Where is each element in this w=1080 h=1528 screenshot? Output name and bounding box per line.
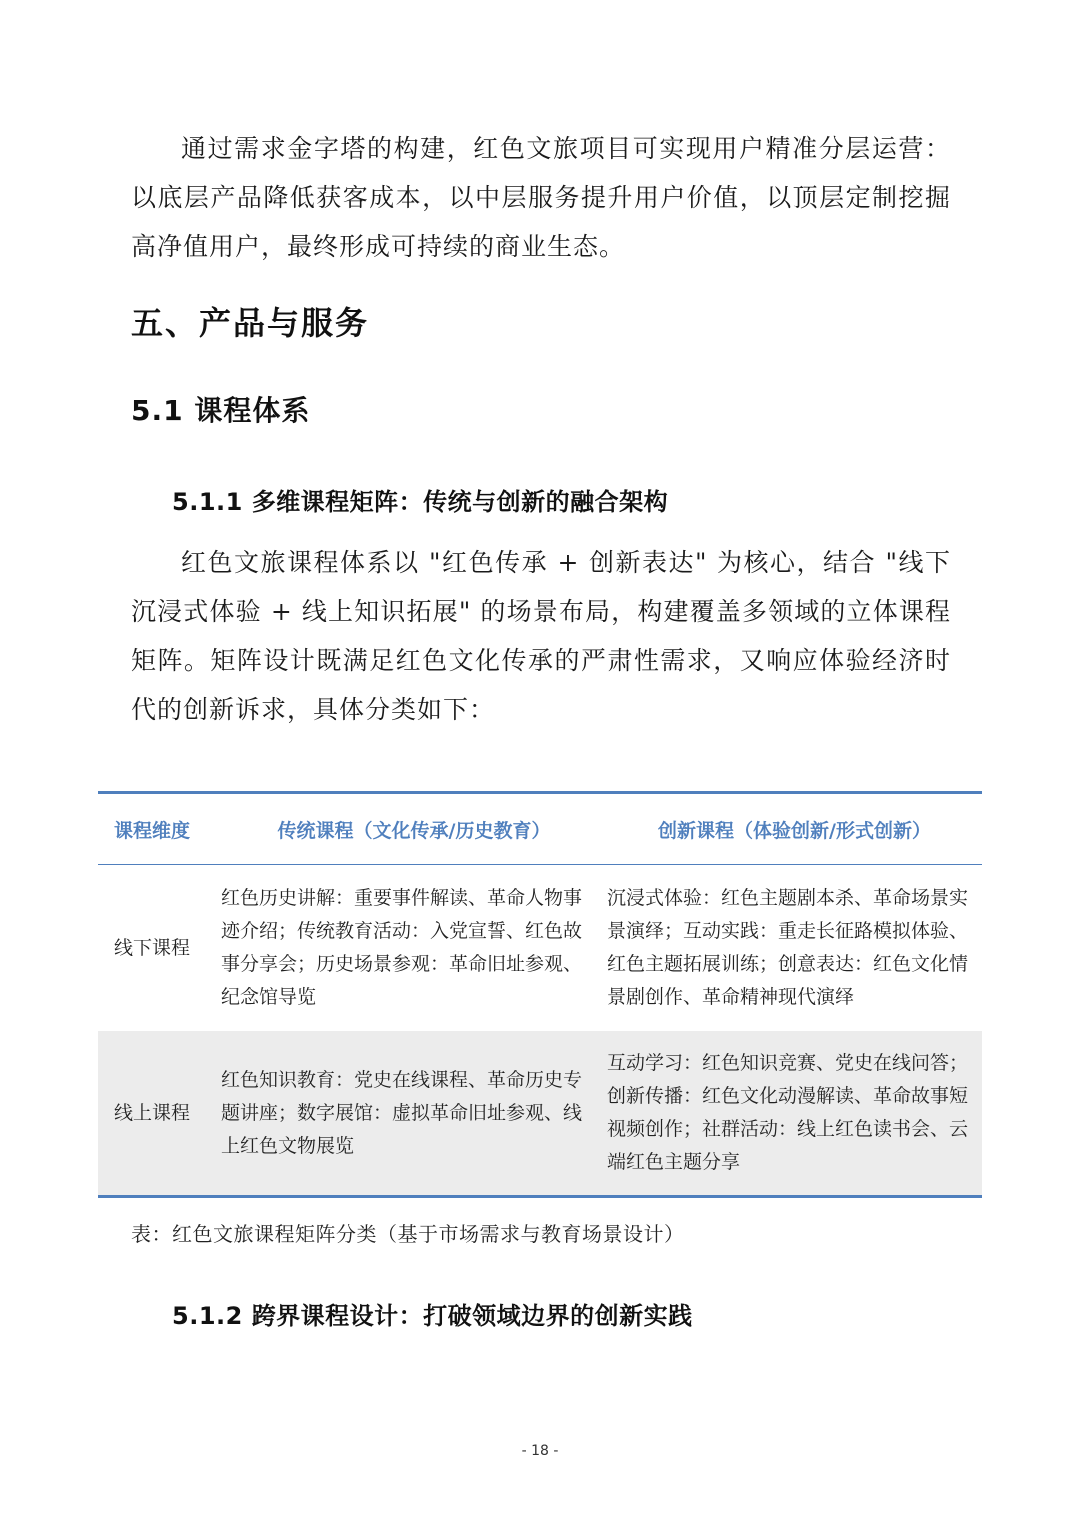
intro-paragraph: 通过需求金字塔的构建，红色文旅项目可实现用户精准分层运营：以底层产品降低获客成本，以中层服务提升用户价值，以顶层定制挖掘高净值用户，最终形成可持续的商业生态。 bbox=[131, 134, 951, 261]
table-header-dimension: 课程维度 bbox=[114, 819, 191, 842]
table-cell-innovative bbox=[607, 1031, 982, 1195]
table-header-innovative: 创新课程（体验创新/形式创新） bbox=[658, 819, 931, 842]
table-cell-traditional bbox=[221, 1031, 607, 1195]
table-row bbox=[98, 865, 982, 1031]
table-header-row bbox=[98, 794, 982, 865]
table-row bbox=[98, 1031, 982, 1195]
table-cell-text: 红色知识教育：党史在线课程、革命历史专题讲座；数字展馆：虚拟革命旧址参观、线上红色文物展览 bbox=[221, 1068, 583, 1157]
table-cell-traditional bbox=[221, 865, 607, 1031]
course-matrix-table bbox=[98, 791, 982, 1198]
paragraph-5-1-1: 红色文旅课程体系以 "红色传承 + 创新表达" 为核心，结合 "线下沉浸式体验 + 线上知识拓展" 的场景布局，构建覆盖多领域的立体课程矩阵。矩阵设计既满足红色文化传承的严肃性需求，又响应体验经济时代的创新诉求，具体分类如下： bbox=[131, 548, 951, 724]
table-cell-text: 红色历史讲解：重要事件解读、革命人物事迹介绍；传统教育活动：入党宣誓、红色故事分享会；历史场景参观：革命旧址参观、纪念馆导览 bbox=[221, 887, 583, 1008]
table-cell-dimension: 线下课程 bbox=[114, 936, 191, 959]
section-title: 五、产品与服务 bbox=[131, 304, 370, 342]
table-cell-text: 互动学习：红色知识竞赛、党史在线问答；创新传播：红色文化动漫解读、革命故事短视频创作；社群活动：线上红色读书会、云端红色主题分享 bbox=[607, 1052, 969, 1173]
table-header-traditional: 传统课程（文化传承/历史教育） bbox=[277, 819, 551, 842]
heading-5-1-2: 5.1.2 跨界课程设计：打破领域边界的创新实践 bbox=[172, 1302, 693, 1330]
heading-5-1-1: 5.1.1 多维课程矩阵：传统与创新的融合架构 bbox=[172, 488, 669, 516]
subsection-title: 5.1 课程体系 bbox=[131, 394, 311, 427]
table-cell-innovative bbox=[607, 865, 982, 1031]
table-caption: 表：红色文旅课程矩阵分类（基于市场需求与教育场景设计） bbox=[131, 1222, 685, 1246]
page-number: - 18 - bbox=[521, 1443, 559, 1459]
table-cell-text: 沉浸式体验：红色主题剧本杀、革命场景实景演绎；互动实践：重走长征路模拟体验、红色主题拓展训练；创意表达：红色文化情景剧创作、革命精神现代演绎 bbox=[607, 887, 969, 1008]
table-cell-dimension: 线上课程 bbox=[114, 1101, 191, 1124]
